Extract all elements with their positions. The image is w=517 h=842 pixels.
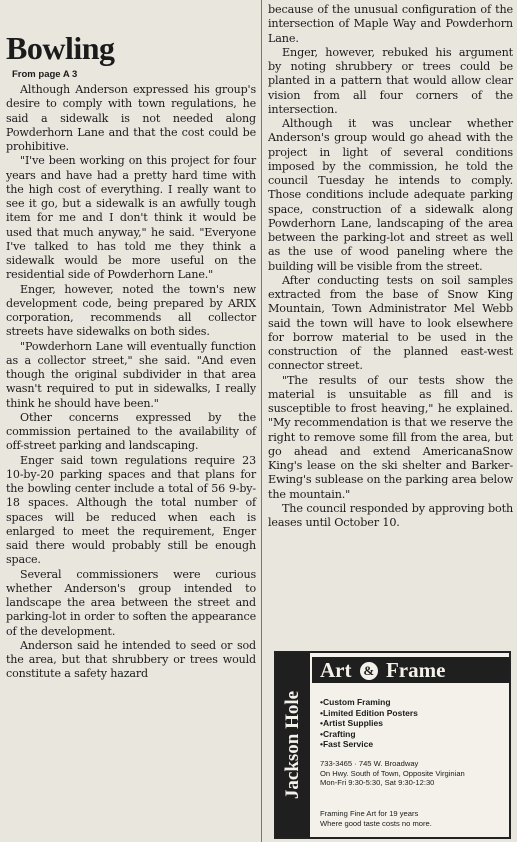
paragraph: because of the unusual configuration of the intersection of Maple Way and Powderhorn Lane. bbox=[268, 3, 513, 45]
ad-tagline-2: Where good taste costs no more. bbox=[320, 818, 432, 828]
list-item: • Artist Supplies bbox=[320, 718, 418, 729]
ad-address-block bbox=[320, 759, 465, 788]
headline: Bowling bbox=[6, 30, 115, 66]
paragraph: After conducting tests on soil samples extracted from the base of Snow King Mountain, Town Administrator Mel Webb said the town will have to look elsewhere for borrow material to be used in the construction of the planned east-west connector street. bbox=[268, 273, 513, 373]
ad-services-list bbox=[320, 697, 418, 750]
paragraph: The council responded by approving both leases until October 10. bbox=[268, 501, 513, 529]
paragraph: "The results of our tests show the material is unsuitable as fill and is susceptible to frost heaving," he explained. "My recommendation is that we reserve the right to remove some fill from the area, but go ahead and extend AmericanaSnow King's lease on the ski shelter and Barker-Ewing's sublease on the parking area below the mountain." bbox=[268, 373, 513, 501]
paragraph: Although it was unclear whether Anderson's group would go ahead with the project in light of several conditions imposed by the commission, he told the council Tuesday he intends to comply. Those conditions include adequate parking space, construction of a sidewalk along Powderhorn Lane, landscaping of the area between the parking-lot and street as well as the use of wood paneling where the building will be visible from the street. bbox=[268, 117, 513, 273]
list-item: • Custom Framing bbox=[320, 697, 418, 708]
column-rule bbox=[261, 0, 262, 842]
list-item: • Crafting bbox=[320, 729, 418, 740]
ad-directions: On Hwy. South of Town, Opposite Virginian bbox=[320, 768, 465, 778]
paragraph: Anderson said he intended to seed or sod the area, but that shrubbery or trees would constitute a safety hazard bbox=[6, 638, 256, 681]
paragraph: Enger, however, noted the town's new development code, being prepared by ARIX corporation, recommends all collector streets have sidewalks on both sides. bbox=[6, 282, 256, 339]
left-column bbox=[6, 0, 256, 682]
paragraph: Enger, however, rebuked his argument by noting shrubbery or trees could be planted in a pattern that would allow clear vision from all four corners of the intersection. bbox=[268, 45, 513, 116]
paragraph: "I've been working on this project for four years and have had a pretty hard time with the high cost of everything. I really want to see it go, but a sidewalk is an awfully tough item for me and I don't think it would be used that much anyway," he said. "Everyone I've talked to has told me they think a sidewalk would be more useful on the residential side of Powderhorn Lane." bbox=[6, 154, 256, 282]
paragraph: Enger said town regulations require 23 10-by-20 parking spaces and that plans for the bowling center include a total of 56 9-by-18 spaces. Although the total number of spaces will be reduced when each is enlarged to meet the requirement, Enger said there would probably still be enough space. bbox=[6, 453, 256, 567]
ad-side-banner bbox=[276, 653, 310, 837]
ad-side-text: Jackson Hole bbox=[282, 690, 303, 800]
ad-phone-address: 733-3465 · 745 W. Broadway bbox=[320, 759, 419, 768]
paragraph: Other concerns expressed by the commission pertained to the availability of off-street parking and landscaping. bbox=[6, 410, 256, 453]
advertisement bbox=[274, 651, 511, 839]
ad-title-left: Art bbox=[320, 658, 352, 682]
paragraph: Although Anderson expressed his group's desire to comply with town regulations, he said a sidewalk is not needed along Powderhorn Lane and that the cost could be prohibitive. bbox=[6, 83, 256, 153]
ad-hours: Mon-Fri 9:30-5:30, Sat 9:30-12:30 bbox=[320, 778, 435, 787]
right-column bbox=[268, 0, 513, 530]
jump-line: From page A 3 bbox=[12, 69, 78, 80]
paragraph: "Powderhorn Lane will eventually function as a collector street," she said. "And even though the original subdivider in that area wasn't required to put in sidewalks, I really think he should have been." bbox=[6, 339, 256, 410]
paragraph: Several commissioners were curious whether Anderson's group intended to landscape the area between the street and parking-lot in order to soften the appearance of the development. bbox=[6, 567, 256, 638]
list-item: • Fast Service bbox=[320, 739, 418, 750]
ad-tagline-1: Framing Fine Art for 19 years bbox=[320, 809, 419, 818]
list-item: • Limited Edition Posters bbox=[320, 708, 418, 719]
ad-tagline bbox=[320, 809, 432, 828]
ad-title bbox=[312, 657, 509, 683]
ampersand-icon: & bbox=[360, 662, 378, 680]
ad-title-right: Frame bbox=[385, 658, 446, 682]
